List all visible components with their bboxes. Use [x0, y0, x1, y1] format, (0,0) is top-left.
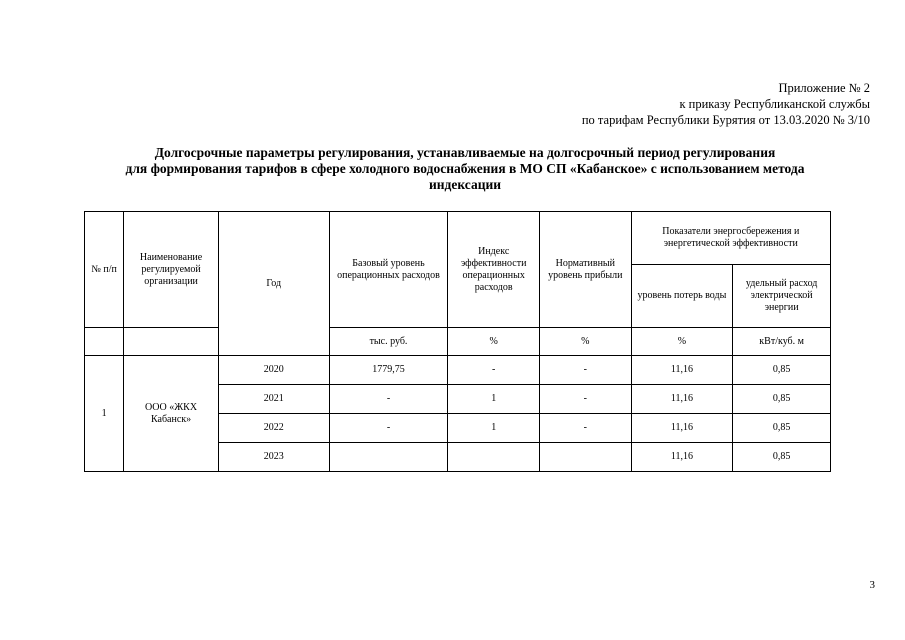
units-num-blank — [85, 328, 124, 356]
header-efficiency-index: Индекс эффективности операционных расходов — [448, 212, 540, 328]
cell-efficiency-index: 1 — [448, 414, 540, 443]
header-energy-group: Показатели энергосбережения и энергетической эффективности — [631, 212, 830, 265]
title-line-1: Долгосрочные параметры регулирования, устанавливаемые на долгосрочный период регулирования — [154, 145, 776, 160]
appendix-line-2: к приказу Республиканской службы — [679, 97, 870, 111]
cell-year: 2022 — [218, 414, 329, 443]
cell-electricity: 0,85 — [733, 443, 831, 472]
unit-electricity: кВт/куб. м — [733, 328, 831, 356]
header-profit: Нормативный уровень прибыли — [540, 212, 632, 328]
table-row — [85, 356, 831, 385]
header-org: Наименование регулируемой организации — [124, 212, 219, 328]
cell-water-loss: 11,16 — [631, 414, 733, 443]
cell-org-name: ООО «ЖКХ Кабанск» — [124, 356, 219, 472]
header-num: № п/п — [85, 212, 124, 328]
regulation-parameters-table — [84, 211, 831, 472]
unit-water-loss: % — [631, 328, 733, 356]
header-electricity: удельный расход электрической энергии — [733, 265, 831, 328]
cell-efficiency-index — [448, 443, 540, 472]
header-year: Год — [218, 212, 329, 356]
units-org-blank — [124, 328, 219, 356]
title-line-3: индексации — [428, 177, 502, 192]
cell-org-num: 1 — [85, 356, 124, 472]
cell-year: 2023 — [218, 443, 329, 472]
cell-electricity: 0,85 — [733, 414, 831, 443]
cell-profit: - — [540, 385, 632, 414]
cell-base-costs: - — [329, 385, 448, 414]
cell-base-costs — [329, 443, 448, 472]
unit-profit: % — [540, 328, 632, 356]
cell-efficiency-index: - — [448, 356, 540, 385]
appendix-line-1: Приложение № 2 — [778, 81, 870, 95]
cell-profit — [540, 443, 632, 472]
cell-base-costs: - — [329, 414, 448, 443]
cell-water-loss: 11,16 — [631, 385, 733, 414]
unit-efficiency-index: % — [448, 328, 540, 356]
header-water-loss: уровень потерь воды — [631, 265, 733, 328]
cell-profit: - — [540, 414, 632, 443]
cell-water-loss: 11,16 — [631, 443, 733, 472]
table-units-row — [85, 328, 831, 356]
cell-year: 2021 — [218, 385, 329, 414]
table-header-row — [85, 212, 831, 265]
title-line-2: для формирования тарифов в сфере холодного водоснабжения в МО СП «Кабанское» с использованием метода — [125, 161, 805, 176]
cell-profit: - — [540, 356, 632, 385]
appendix-line-3: по тарифам Республики Бурятия от 13.03.2020 № 3/10 — [581, 113, 870, 127]
cell-electricity: 0,85 — [733, 385, 831, 414]
cell-base-costs: 1779,75 — [329, 356, 448, 385]
unit-base-costs: тыс. руб. — [329, 328, 448, 356]
cell-electricity: 0,85 — [733, 356, 831, 385]
cell-efficiency-index: 1 — [448, 385, 540, 414]
page-number: 3 — [869, 579, 875, 591]
appendix-header — [582, 80, 870, 128]
header-base-costs: Базовый уровень операционных расходов — [329, 212, 448, 328]
cell-year: 2020 — [218, 356, 329, 385]
cell-water-loss: 11,16 — [631, 356, 733, 385]
document-title — [60, 145, 870, 193]
